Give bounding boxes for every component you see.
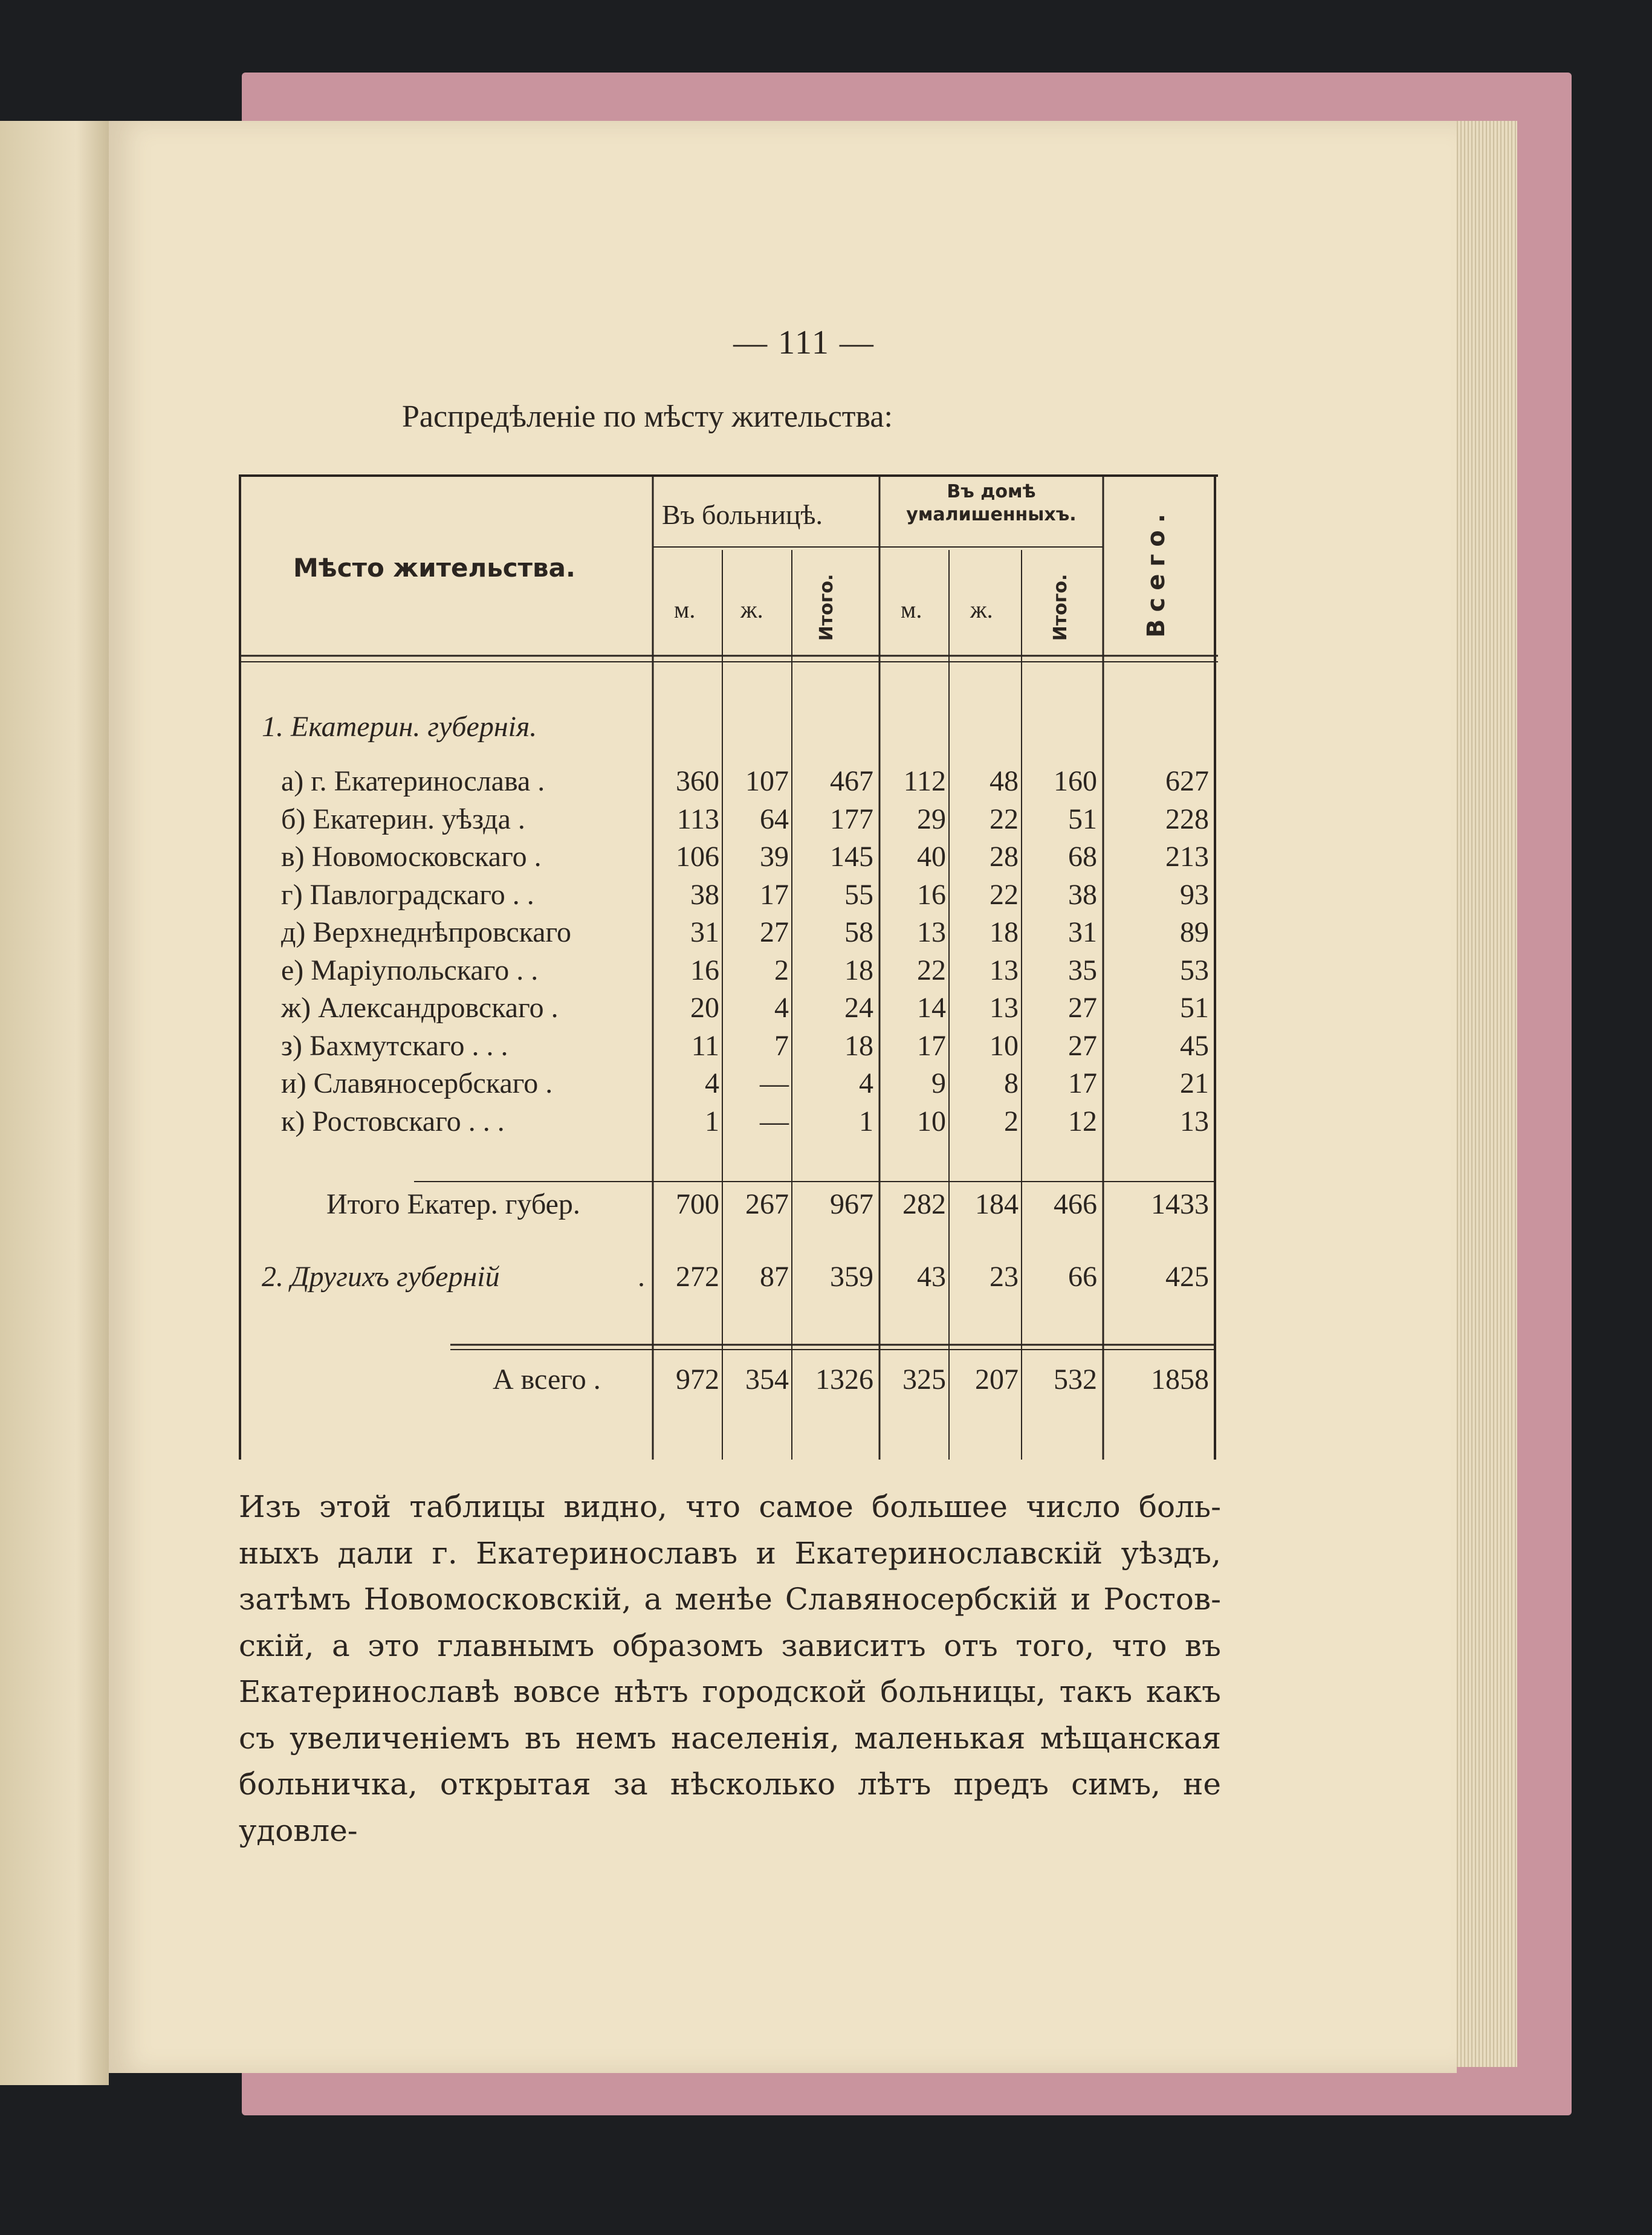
table-cell: 228 (1165, 803, 1209, 835)
table-cell: 16 (917, 878, 946, 911)
row-label: ж) Александровскаго . (281, 992, 559, 1024)
body-line: Екатеринославѣ вовсе нѣтъ городской больницы, такъ какъ (239, 1674, 1221, 1709)
table-cell: 38 (690, 878, 719, 911)
row-label: е) Маріупольскаго . . (281, 954, 539, 986)
table-cell: 107 (745, 765, 789, 797)
header-asylum: Въ домѣ умалишенныхъ. (906, 481, 1077, 525)
row-label: А всего . (493, 1363, 601, 1396)
table-cell: 360 (676, 765, 719, 797)
table-cell: 13 (990, 992, 1019, 1024)
table-cell: 22 (917, 954, 946, 986)
table-cell: 1858 (1151, 1363, 1209, 1396)
table-cell: 35 (1068, 954, 1097, 986)
table-cell: 113 (676, 803, 719, 835)
table-cell: 22 (990, 878, 1019, 911)
table-cell: 66 (1068, 1261, 1097, 1293)
table-cell: 17 (1068, 1067, 1097, 1099)
left-page-edge (0, 121, 109, 2085)
table-cell: 4 (859, 1067, 873, 1099)
body-line: затѣмъ Новомосковскій, а менѣе Славяносербскій и Ростов- (239, 1582, 1221, 1617)
table-cell: 24 (844, 992, 873, 1024)
table-cell: 354 (745, 1363, 789, 1396)
body-paragraph (239, 1484, 1221, 1848)
row-dot-leader: . (638, 1261, 645, 1293)
table-cell: 18 (844, 1029, 873, 1062)
section-ekaterinoslav-label: 1. Екатерин. губернія. (262, 711, 537, 743)
table-cell: 425 (1165, 1261, 1209, 1293)
page-number: — 111 — (733, 324, 875, 361)
table-cell: 972 (676, 1363, 719, 1396)
row-label: д) Верхнеднѣпровскаго (281, 916, 572, 948)
table-cell: 31 (690, 916, 719, 948)
header-hospital-male: м. (674, 596, 696, 623)
table-cell: 13 (990, 954, 1019, 986)
table-cell: 39 (760, 841, 789, 873)
table-cell: 22 (990, 803, 1019, 835)
table-cell: 4 (705, 1067, 719, 1099)
table-cell: 23 (990, 1261, 1019, 1293)
row-label: в) Новомосковскаго . (281, 841, 542, 873)
table-cell: 27 (760, 916, 789, 948)
table-cell: 17 (760, 878, 789, 911)
table-cell: 87 (760, 1261, 789, 1293)
body-line: больничка, открытая за нѣсколько лѣтъ предъ симъ, не удовле- (239, 1767, 1221, 1848)
body-line: съ увеличеніемъ въ немъ населенія, маленькая мѣщанская (239, 1720, 1221, 1756)
table-cell: 12 (1068, 1105, 1097, 1137)
table-cell: 1 (705, 1105, 719, 1137)
table-cell: 359 (830, 1261, 873, 1293)
table-cell: 325 (902, 1363, 946, 1396)
header-asylum-female: ж. (970, 596, 993, 623)
table-cell: 89 (1180, 916, 1209, 948)
table-cell: — (760, 1067, 789, 1099)
table-cell: 2 (774, 954, 789, 986)
table-cell: 48 (990, 765, 1019, 797)
table-cell: 8 (1004, 1067, 1019, 1099)
table-cell: 213 (1165, 841, 1209, 873)
body-line: Изъ этой таблицы видно, что самое большее число боль- (239, 1489, 1221, 1524)
table-cell: 160 (1054, 765, 1097, 797)
table-cell: 177 (830, 803, 873, 835)
table-cell: 2 (1004, 1105, 1019, 1137)
table-cell: 1433 (1151, 1188, 1209, 1220)
row-label: к) Ростовскаго . . . (281, 1105, 505, 1137)
header-hospital-itogo: Итого. (816, 574, 837, 641)
row-label: и) Славяносербскаго . (281, 1067, 553, 1099)
table-cell: — (760, 1105, 789, 1137)
row-label: Итого Екатер. губер. (326, 1188, 580, 1220)
table-cell: 53 (1180, 954, 1209, 986)
table-cell: 10 (990, 1029, 1019, 1062)
header-place: Мѣсто жительства. (293, 553, 575, 583)
table-cell: 68 (1068, 841, 1097, 873)
table-cell: 51 (1068, 803, 1097, 835)
table-cell: 184 (975, 1188, 1019, 1220)
table-cell: 21 (1180, 1067, 1209, 1099)
table-cell: 31 (1068, 916, 1097, 948)
table-cell: 467 (830, 765, 873, 797)
table-cell: 9 (931, 1067, 946, 1099)
table-cell: 207 (975, 1363, 1019, 1396)
table-cell: 1326 (815, 1363, 873, 1396)
header-vsego: Всего. (1142, 506, 1170, 638)
table-cell: 16 (690, 954, 719, 986)
table-cell: 145 (830, 841, 873, 873)
table-cell: 7 (774, 1029, 789, 1062)
table-cell: 40 (917, 841, 946, 873)
table-cell: 282 (902, 1188, 946, 1220)
table-cell: 700 (676, 1188, 719, 1220)
row-label: з) Бахмутскаго . . . (281, 1029, 508, 1062)
header-hospital-female: ж. (740, 596, 763, 623)
row-label: г) Павлоградскаго . . (281, 878, 534, 911)
table-cell: 64 (760, 803, 789, 835)
table-cell: 106 (676, 841, 719, 873)
table-cell: 58 (844, 916, 873, 948)
table-cell: 55 (844, 878, 873, 911)
table-cell: 112 (903, 765, 946, 797)
table-cell: 43 (917, 1261, 946, 1293)
row-label: б) Екатерин. уѣзда . (281, 803, 525, 835)
table-cell: 272 (676, 1261, 719, 1293)
table-cell: 466 (1054, 1188, 1097, 1220)
table-cell: 20 (690, 992, 719, 1024)
table-cell: 967 (830, 1188, 873, 1220)
table-cell: 27 (1068, 992, 1097, 1024)
table-cell: 38 (1068, 878, 1097, 911)
table-cell: 29 (917, 803, 946, 835)
body-line: ныхъ дали г. Екатеринославъ и Екатеринославскій уѣздъ, (239, 1535, 1221, 1571)
table-cell: 18 (844, 954, 873, 986)
statistics-table (239, 474, 1218, 1460)
table-cell: 27 (1068, 1029, 1097, 1062)
table-cell: 532 (1054, 1363, 1097, 1396)
table-cell: 627 (1165, 765, 1209, 797)
table-cell: 45 (1180, 1029, 1209, 1062)
row-label: а) г. Екатеринослава . (281, 765, 545, 797)
row-label: 2. Другихъ губерній (262, 1261, 500, 1293)
header-asylum-itogo: Итого. (1050, 574, 1071, 641)
table-cell: 18 (990, 916, 1019, 948)
table-cell: 17 (917, 1029, 946, 1062)
table-cell: 1 (859, 1105, 873, 1137)
table-cell: 267 (745, 1188, 789, 1220)
table-cell: 4 (774, 992, 789, 1024)
table-cell: 13 (1180, 1105, 1209, 1137)
table-cell: 93 (1180, 878, 1209, 911)
table-caption: Распредѣленіе по мѣсту жительства: (402, 399, 893, 434)
table-cell: 28 (990, 841, 1019, 873)
header-hospital: Въ больницѣ. (662, 499, 823, 530)
body-line: скій, а это главнымъ образомъ зависитъ отъ того, что въ (239, 1628, 1221, 1663)
page-stack-edge (1451, 121, 1517, 2067)
table-cell: 11 (691, 1029, 719, 1062)
table-cell: 51 (1180, 992, 1209, 1024)
table-cell: 10 (917, 1105, 946, 1137)
header-asylum-male: м. (901, 596, 922, 623)
table-cell: 13 (917, 916, 946, 948)
table-cell: 14 (917, 992, 946, 1024)
